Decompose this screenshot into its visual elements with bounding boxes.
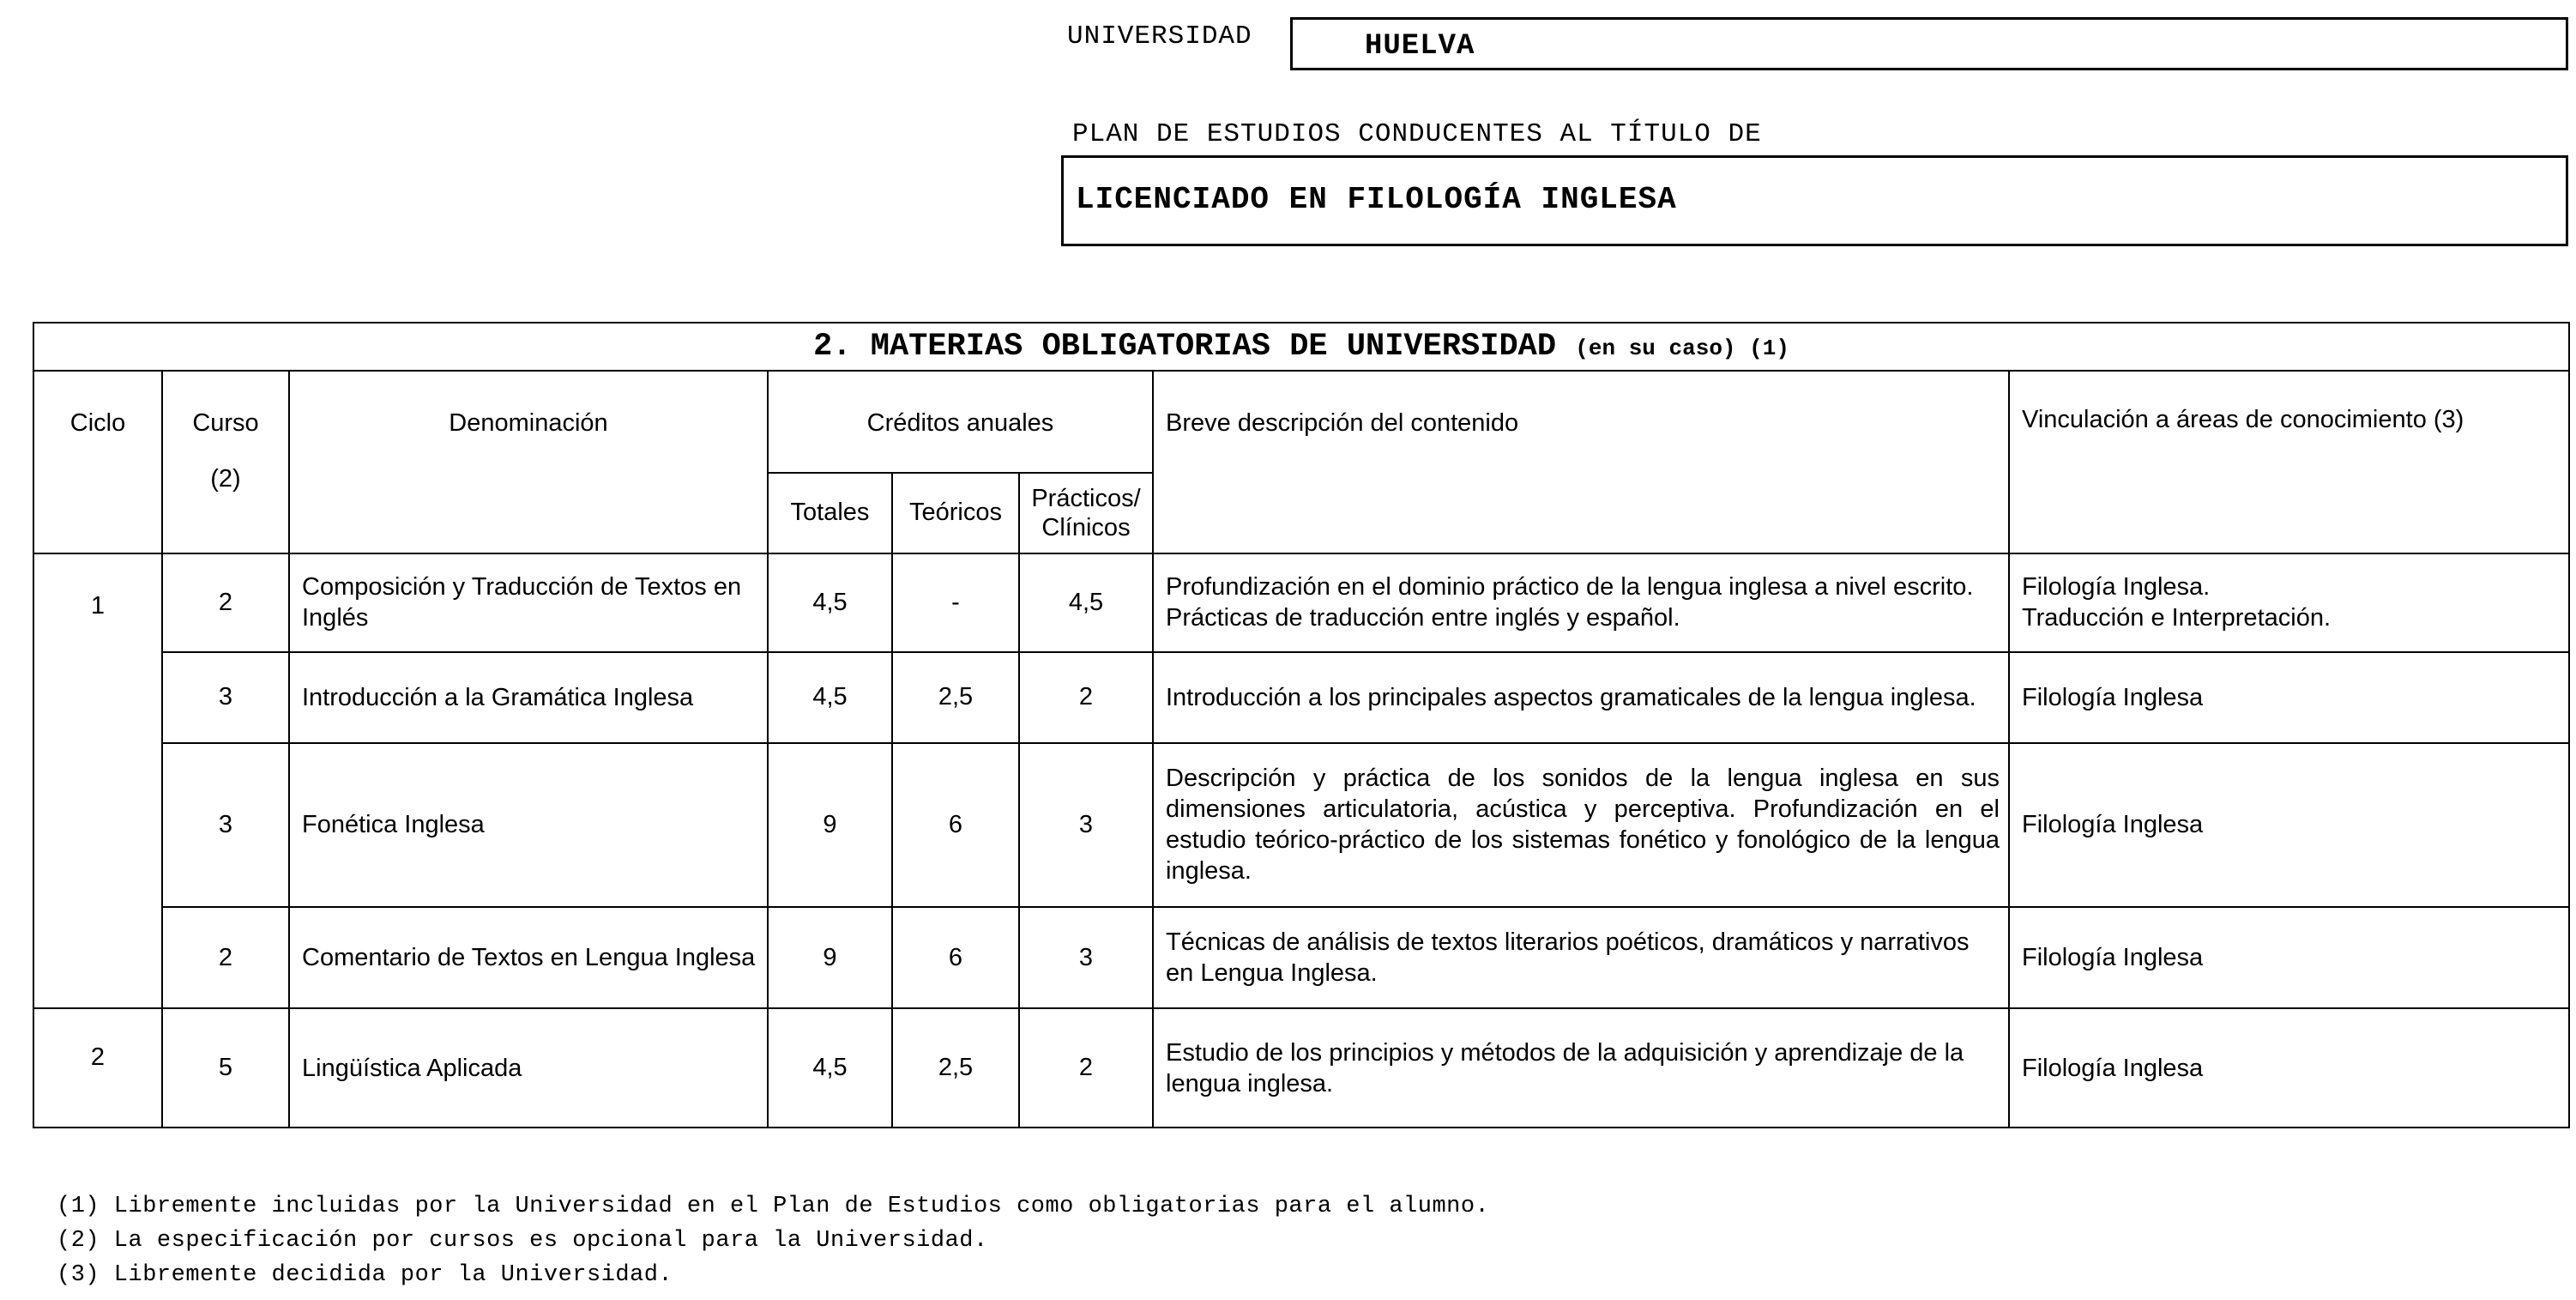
practicos-cell: 2: [1019, 652, 1153, 743]
footnotes: [57, 1189, 1489, 1292]
ciclo-cell: 2: [33, 1008, 162, 1128]
curso-cell: 2: [162, 553, 289, 651]
table-row: [33, 652, 2569, 743]
teoricos-cell: 6: [892, 907, 1019, 1009]
teoricos-cell: 6: [892, 743, 1019, 907]
header-curso-note: (2): [210, 465, 241, 493]
totales-cell: 9: [768, 743, 892, 907]
plan-label: PLAN DE ESTUDIOS CONDUCENTES AL TÍTULO DE: [1072, 119, 1762, 149]
practicos-cell: 4,5: [1019, 553, 1153, 651]
university-value: HUELVA: [1365, 30, 1475, 63]
vinculacion-cell: [2009, 553, 2569, 651]
header-denominacion: Denominación: [289, 371, 768, 553]
header-clinicos-label: Clínicos: [1041, 513, 1131, 541]
totales-cell: 4,5: [768, 1008, 892, 1128]
footnote-1: (1) Libremente incluidas por la Universidad en el Plan de Estudios como obligatorias para el alumno.: [57, 1194, 1490, 1219]
vinculacion-line: Filología Inglesa.: [2022, 573, 2211, 602]
header-practicos-label: Prácticos/: [1031, 484, 1141, 512]
denominacion-cell: Fonética Inglesa: [289, 743, 768, 907]
section-title-text: 2. MATERIAS OBLIGATORIAS DE UNIVERSIDAD: [813, 329, 1557, 366]
degree-title-box: [1061, 155, 2568, 246]
totales-cell: 4,5: [768, 553, 892, 651]
header-curso-label: Curso: [192, 409, 259, 438]
table-row: [33, 743, 2569, 907]
totales-cell: 4,5: [768, 652, 892, 743]
ciclo-cell: 1: [33, 553, 162, 1008]
table-row: [33, 907, 2569, 1009]
header-practicos: [1019, 473, 1153, 553]
descripcion-cell: Descripción y práctica de los sonidos de la lengua inglesa en sus dimensiones articulatoria, acústica y perceptiva. Profundización en el estudio teórico-práctico de los sistemas fonético y fonológico de la lengua inglesa.: [1153, 743, 2009, 907]
section-title: [33, 323, 2569, 371]
teoricos-cell: -: [892, 553, 1019, 651]
curso-cell: 5: [162, 1008, 289, 1128]
practicos-cell: 3: [1019, 743, 1153, 907]
totales-cell: 9: [768, 907, 892, 1009]
header-creditos: Créditos anuales: [768, 371, 1153, 473]
university-box: [1290, 17, 2568, 70]
vinculacion-cell: Filología Inglesa: [2009, 652, 2569, 743]
header-row-1: [33, 371, 2569, 473]
section-title-note: (en su caso) (1): [1575, 336, 1789, 362]
vinculacion-cell: Filología Inglesa: [2009, 743, 2569, 907]
practicos-cell: 3: [1019, 907, 1153, 1009]
vinculacion-cell: Filología Inglesa: [2009, 907, 2569, 1009]
table-row: [33, 553, 2569, 651]
denominacion-cell: Introducción a la Gramática Inglesa: [289, 652, 768, 743]
vinculacion-line: Traducción e Interpretación.: [2022, 604, 2332, 632]
header-teoricos: Teóricos: [892, 473, 1019, 553]
denominacion-cell: Comentario de Textos en Lengua Inglesa: [289, 907, 768, 1009]
footnote-2: (2) La especificación por cursos es opcional para la Universidad.: [57, 1228, 988, 1254]
section-title-row: [33, 323, 2569, 371]
descripcion-cell: Técnicas de análisis de textos literarios poéticos, dramáticos y narrativos en Lengua Inglesa.: [1153, 907, 2009, 1009]
denominacion-cell: Composición y Traducción de Textos en Inglés: [289, 553, 768, 651]
table-row: [33, 1008, 2569, 1128]
degree-title: LICENCIADO EN FILOLOGÍA INGLESA: [1076, 182, 1677, 217]
practicos-cell: 2: [1019, 1008, 1153, 1128]
descripcion-cell: Profundización en el dominio práctico de la lengua inglesa a nivel escrito. Prácticas de traducción entre inglés y español.: [1153, 553, 2009, 651]
header-curso: [162, 371, 289, 553]
teoricos-cell: 2,5: [892, 1008, 1019, 1128]
teoricos-cell: 2,5: [892, 652, 1019, 743]
footnote-3: (3) Libremente decidida por la Universidad.: [57, 1262, 673, 1288]
descripcion-cell: Estudio de los principios y métodos de la adquisición y aprendizaje de la lengua inglesa.: [1153, 1008, 2009, 1128]
denominacion-cell: Lingüística Aplicada: [289, 1008, 768, 1128]
header-totales: Totales: [768, 473, 892, 553]
vinculacion-cell: Filología Inglesa: [2009, 1008, 2569, 1128]
curso-cell: 3: [162, 743, 289, 907]
curso-cell: 2: [162, 907, 289, 1009]
header-ciclo: Ciclo: [33, 371, 162, 553]
university-label: UNIVERSIDAD: [1067, 21, 1252, 51]
header-vinculacion: Vinculación a áreas de conocimiento (3): [2009, 371, 2569, 553]
descripcion-cell: Introducción a los principales aspectos gramaticales de la lengua inglesa.: [1153, 652, 2009, 743]
materias-table: [33, 322, 2570, 1128]
header-descripcion: Breve descripción del contenido: [1153, 371, 2009, 553]
curso-cell: 3: [162, 652, 289, 743]
